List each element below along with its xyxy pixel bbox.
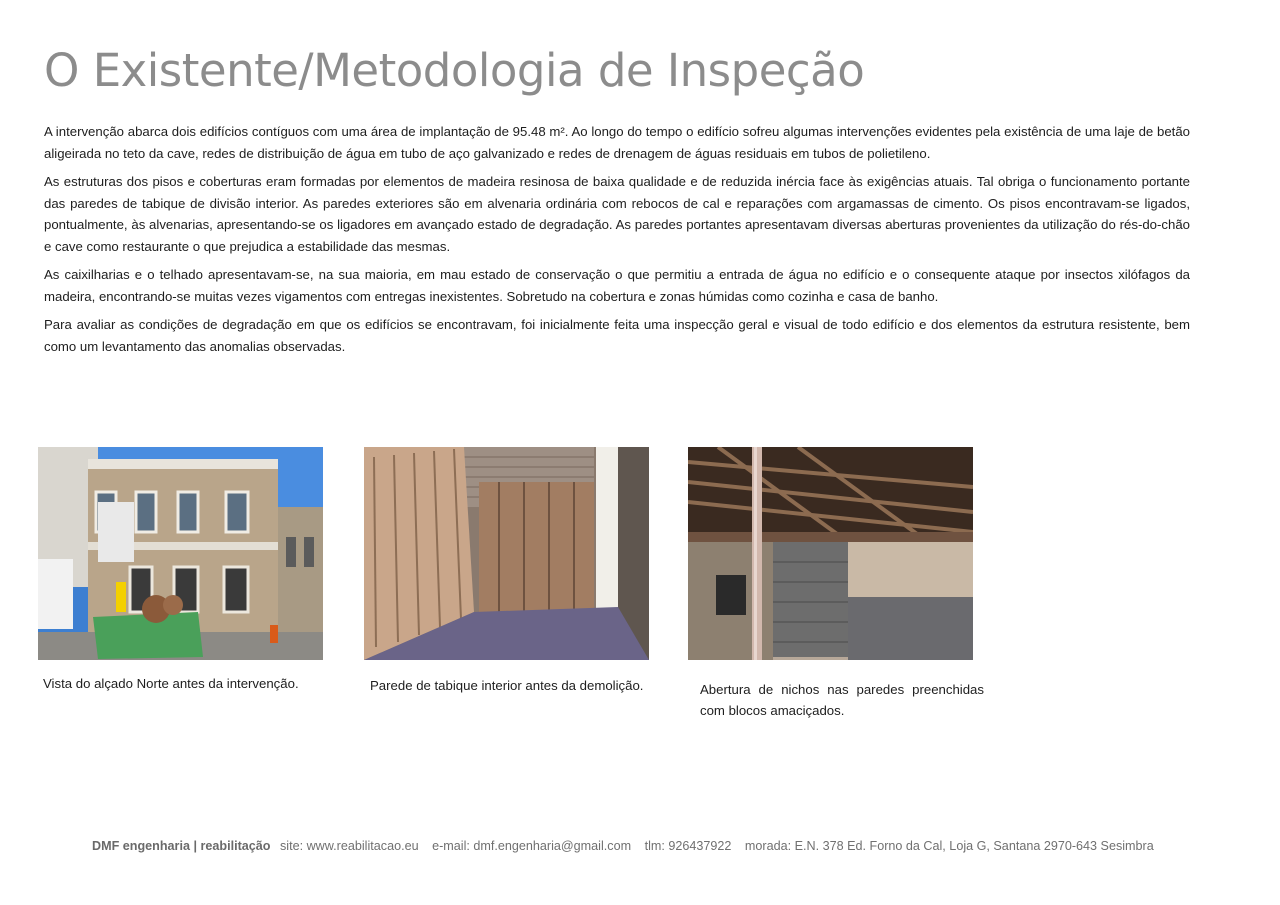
caption-tabique-wall: Parede de tabique interior antes da demolição. <box>370 678 644 693</box>
caption-north-facade: Vista do alçado Norte antes da intervenção. <box>43 676 299 691</box>
paragraph-3: As caixilharias e o telhado apresentavam-se, na sua maioria, em mau estado de conservação o que permitiu a entrada de água no edifício e o consequente ataque por insectos xilófagos da madeira, encontrando-se muitas vezes vigamentos com entregas inexistentes. Sobretudo na cobertura e zonas húmidas como cozinha e casa de banho. <box>44 267 1190 304</box>
photo-north-facade <box>38 447 323 660</box>
footer-email[interactable]: e-mail: dmf.engenharia@gmail.com <box>432 839 632 853</box>
photo-tabique-wall <box>364 447 649 660</box>
paragraph-4: Para avaliar as condições de degradação em que os edifícios se encontravam, foi inicialmente feita uma inspecção geral e visual de todo edifício e dos elementos da estrutura resistente, bem como um levantamento das anomalias observadas. <box>44 317 1190 354</box>
footer-site[interactable]: site: www.reabilitacao.eu <box>279 839 419 853</box>
paragraph-2: As estruturas dos pisos e coberturas eram formadas por elementos de madeira resinosa de baixa qualidade e de reduzida inércia face às exigências atuais. Tal obriga o funcionamento portante das paredes de tabique de divisão interior. As paredes exteriores são em alvenaria ordinária com rebocos de cal e reparações com argamassas de cimento. Os pisos encontravam-se ligados, pontualmente, às alvenarias, apresentando-se os ligadores em avançado estado de degradação. As paredes portantes apresentavam diversas aberturas provenientes da utilização do rés-do-chão e cave como restaurante o que prejudica a estabilidade das mesmas. <box>44 174 1190 254</box>
footer-address: morada: E.N. 378 Ed. Forno da Cal, Loja G, Santana 2970-643 Sesimbra <box>744 839 1154 853</box>
paragraph-1: A intervenção abarca dois edifícios contíguos com uma área de implantação de 95.48 m². Ao longo do tempo o edifício sofreu algumas intervenções evidentes pela existência de uma laje de betão aligeirada no teto da cave, redes de distribuição de água em tubo de aço galvanizado e redes de drenagem de águas residuais em tubos de polietileno. <box>44 124 1190 161</box>
footer <box>92 839 1192 853</box>
body-text <box>44 121 1190 364</box>
footer-brand: DMF engenharia | reabilitação <box>92 839 271 853</box>
page-title: O Existente/Metodologia de Inspeção <box>44 44 865 97</box>
footer-phone: tlm: 926437922 <box>644 839 732 853</box>
caption-niche-openings: Abertura de nichos nas paredes preenchidas com blocos amaciçados. <box>700 682 984 718</box>
photo-niche-openings <box>688 447 973 660</box>
